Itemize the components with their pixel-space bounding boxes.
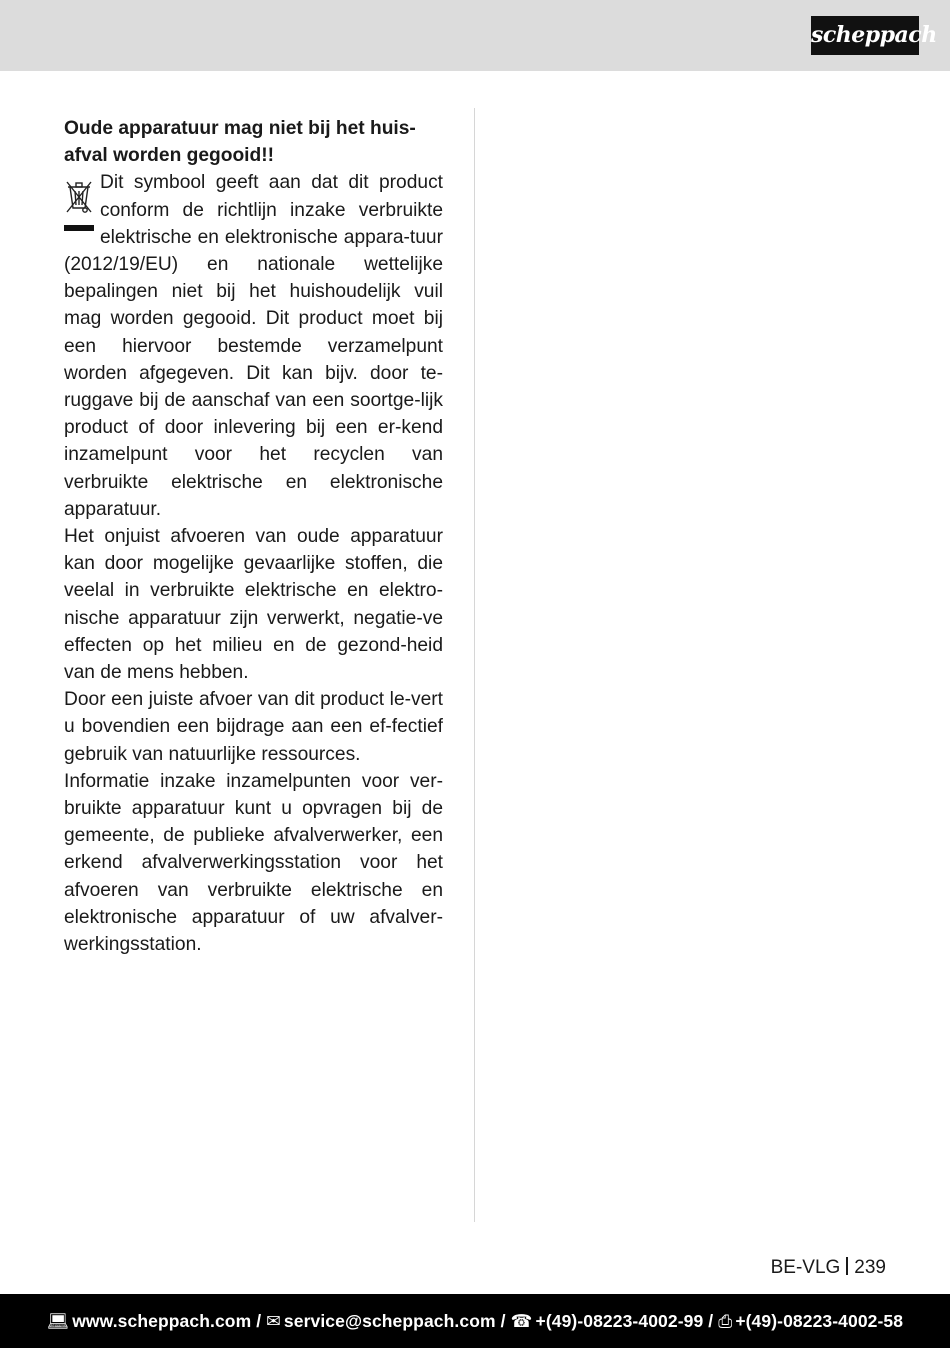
main-text-column (64, 115, 443, 958)
contact-footer (0, 1294, 950, 1348)
page-region: BE-VLG (770, 1257, 841, 1278)
footer-separator: / (500, 1311, 506, 1331)
column-divider (474, 108, 475, 1222)
footer-email[interactable]: service@scheppach.com (283, 1311, 496, 1331)
footer-website[interactable]: www.scheppach.com (72, 1311, 252, 1331)
scheppach-logo: scheppach (811, 16, 919, 55)
crossed-out-wheelie-bin-icon (64, 172, 94, 242)
footer-phone[interactable]: +(49)-08223-4002-99 (535, 1311, 704, 1331)
paragraph-resources: Door een juiste afvoer van dit product le-vert u bovendien een bijdrage aan een ef-fectief gebruik van natuurlijke ressources. (64, 689, 443, 765)
computer-icon: 💻︎ (46, 1311, 70, 1331)
paragraph-collection-info: Informatie inzake inzamelpunten voor ver-bruikte apparatuur kunt u opvragen bij de gemeente, de publieke afvalverwerker, een erkend afvalverwerkingsstation voor het afvoeren van verbruikte elektrische en elektronische apparatuur of uw afvalver-werkingsstation. (64, 770, 443, 956)
paragraph-harmful-effects: Het onjuist afvoeren van oude apparatuur kan door mogelijke gevaarlijke stoffen, die veelal in verbruikte elektrische en elektro-nische apparatuur zijn verwerkt, negatie-ve effecten op het milieu en de gezond-heid van de mens hebben. (64, 526, 443, 684)
page-number-label (771, 1256, 886, 1280)
section-heading: Oude apparatuur mag niet bij het huis-afval worden gegooid!! (64, 118, 416, 167)
symbol-paragraph-text: Dit symbool geeft aan dat dit product conform de richtlijn inzake verbruikte elektrische en elektronische appara-tuur (2012/19/EU) en nationale wettelijke bepalingen niet bij het huishoudelijk vuil mag worden gegooid. Dit product moet bij een hiervoor bestemde verzamelpunt worden afgegeven. Dit kan bijv. door te-ruggave bij de aanschaf van een soortge-lijk product of door inlevering bij een er-kend inzamelpunt voor het recyclen van verbruikte elektrische en elektronische apparatuur. (64, 172, 443, 520)
footer-fax: +(49)-08223-4002-58 (735, 1311, 904, 1331)
envelope-icon: ✉ (266, 1311, 281, 1331)
header-bar (0, 0, 950, 71)
footer-separator: / (708, 1311, 714, 1331)
footer-separator: / (256, 1311, 262, 1331)
page-number-separator (846, 1257, 848, 1275)
phone-icon: ☎ (510, 1311, 533, 1331)
page-number: 239 (854, 1257, 886, 1278)
fax-icon: ⎙ (718, 1311, 733, 1331)
symbol-paragraph (64, 169, 443, 523)
